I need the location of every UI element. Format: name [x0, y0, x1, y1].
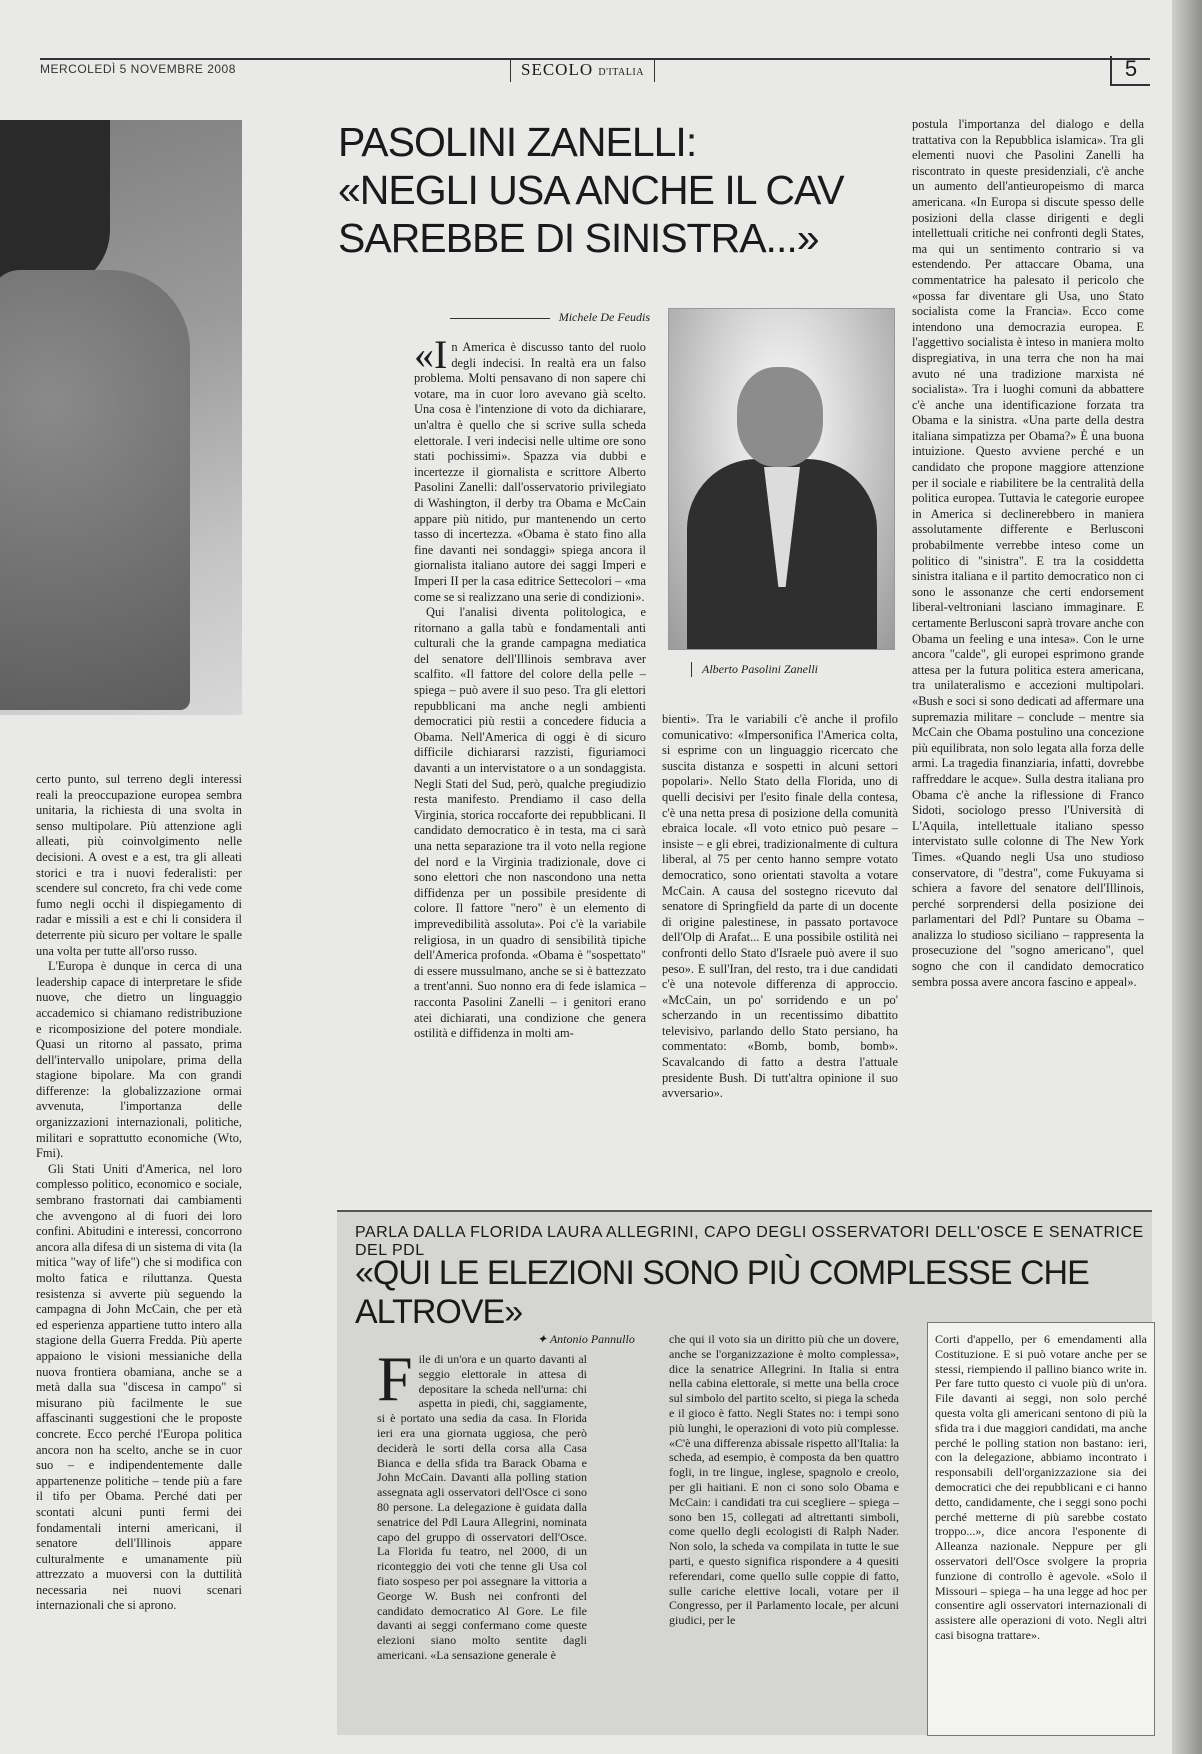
masthead [510, 58, 655, 82]
column-left-para-2: L'Europa è dunque in cerca di una leadership capace di interpretare le sfide nuove, che dietro un linguaggio accademico si chiamano redistribuzione e ricomposizione del potere mondiale. Quasi un ritorno al passato, prima dell'intervallo unipolare, prima della stagione bipolare. Ma con grandi differenze: la globalizzazione ormai avvenuta, l'importanza delle organizzazioni internazionali, politiche, militari e soprattutto economiche (Wto, Fmi). [36, 959, 242, 1161]
page-spine-shadow [1172, 0, 1202, 1754]
article-byline [420, 310, 650, 325]
column-middle-1-text: n America è discusso tanto del ruolo degli indecisi. In realtà era un falso problema. Molti pensavano di non sapere chi votare, ma in cuor loro avevano già scelto. Una cosa è l'intenzione di voto da dichiarare, un'altra è quello che si scrive sulla scheda elettorale. I veri indecisi nelle ultime ore sono stati pochissimi». Spazza via dubbi e incertezze il giornalista e scrittore Alberto Pasolini Zanelli: dall'osservatorio privilegiato di Washington, il derby tra Obama e McCain appare più nitido, pur mantenendo un certo tasso di incertezza. «Obama è stato fino alla fine davanti nei sondaggi» spiega ancora il giornalista italiano autore dei saggi Imperi e Imperi II per la casa editrice Settecolori – «ma come se si realizzano una serie di condizioni». [414, 340, 646, 604]
box-byline-author: Antonio Pannullo [549, 1332, 635, 1346]
box-byline: ✦ Antonio Pannullo [537, 1332, 635, 1346]
article-headline [338, 118, 888, 262]
header-date: MERCOLEDÌ 5 NOVEMBRE 2008 [40, 62, 236, 76]
box-column-2-text: che qui il voto sia un diritto più che un dovere, anche se l'organizzazione è molto complessa», dice la senatrice Allegrini. In Italia si entra nella cabina elettorale, si mette una bella croce sul simbolo del partito scelto, si piega la scheda e il gioco è fatto. Negli States no: i tempi sono più lunghi, le operazioni di voto più complesse. «C'è una differenza abissale rispetto all'Italia: la scheda, ad esempio, è composta da ben quattro fogli, in tre lingue, inglese, spagnolo e creolo, per gli haitiani. E non ci sono solo Obama e McCain: i candidati tra cui scegliere – spiega – sono ben 15, collegati ad altrettanti simboli, come quello degli ecologisti di Ralph Nader. Non solo, la scheda va compilata in tutte le sue parti, e questo significa rispondere a 4 quesiti referendari, come quello sulle coppie di fatto, sulle cariche elettive locali, votare per il Congresso, per il Parlamento locale, per alcuni giudici, per le [669, 1332, 899, 1628]
sidebar-box [337, 1210, 1152, 1735]
masthead-subtitle: D'ITALIA [598, 67, 644, 78]
column-middle-2 [662, 712, 898, 1100]
column-left [36, 772, 242, 1722]
box-column-3 [935, 1332, 1147, 1732]
column-middle-1-para-2: Qui l'analisi diventa politologica, e ritornano a galla tabù e fondamentali anti culturali che la grande campagna mediatica del senatore dell'Illinois sembrava aver scalfito. «Il fattore del colore della pelle – spiega – può avere il suo peso. Tra gli elettori repubblicani ma anche negli ambienti democratici più restii a concedere fiducia a Obama. Nell'America di oggi è di sicuro difficile dichiararsi razzisti, figuriamoci davanti a un intervistatore o a un sondaggista. Negli Stati del Sud, però, qualche pregiudizio resta manifesto. Prendiamo il caso della Virginia, storica roccaforte dei repubblicani. Il candidato democratico è in testa, ma ci sarà una netta separazione tra il voto nella regione del nord e la Virginia tradizionale, dove ci sono elettori che non nascondono una netta diffidenza per un possibile presidente di colore. Il fattore "nero" è un elemento di imprevedibilità assoluta». Poi c'è la variabile religiosa, in un quadro di sensibilità tipiche dell'America profonda. «Obama è "sospettato" di essere mussulmano, anche se si è battezzato a trent'anni. Suo nonno era di fede islamica – racconta Pasolini Zanelli – i genitori erano atei dichiarati, una condizione che genera ostilità e diffidenza in molti am- [414, 605, 646, 1041]
box-column-3-text: Corti d'appello, per 6 emendamenti alla Costituzione. E si può votare anche per se stessi, riempiendo il pallino bianco write in. Per fare tutto questo ci vuole più di un'ora. File davanti ai seggi, non solo perché questa volta gli americani sentono di più la sfida tra i due maggiori candidati, ma anche perché le polling station non bastano: ieri, con la delegazione, abbiamo incontrato i responsabili dell'organizzazione sia dei democratici che dei repubblicani e ci hanno detto, candidamente, che i seggi sono pochi perché metterne di più sarebbe costato troppo...», dice ancora l'esponente di Alleanza nazionale. Neppure per gli osservatori dell'Osce svolgere la propria funzione di controllo è agevole. «Solo il Missouri – spiega – ha una legge ad hoc per consentire agli osservatori internazionali di assistere alle operazioni di voto. Negli altri casi bisogna trattare». [935, 1332, 1147, 1642]
box-headline: «QUI LE ELEZIONI SONO PIÙ COMPLESSE CHE ALTROVE» [355, 1254, 1089, 1331]
box-column-1-text [377, 1352, 587, 1663]
column-middle-1-lead [414, 340, 646, 605]
byline-rule [450, 318, 550, 319]
box-column-2 [669, 1332, 899, 1732]
drop-cap: F [377, 1352, 413, 1414]
page-header [40, 52, 1150, 88]
box-kicker: PARLA DALLA FLORIDA LAURA ALLEGRINI, CAPO DEGLI OSSERVATORI DELL'OSCE E SENATRICE DEL PDL [355, 1224, 1144, 1259]
column-middle-2-text: bienti». Tra le variabili c'è anche il profilo comunicativo: «Impersonifica l'America colta, si esprime con un linguaggio ricercato che suscita distanza e sospetti in alcuni settori popolari». Nello Stato della Florida, uno di quelli decisivi per l'esito finale della contesa, c'è una netta presa di posizione della comunità ebraica locale. «Il voto etnico può pesare – insiste – e gli ebrei, tradizionalmente di cultura liberal, al 75 per cento hanno sempre votato democratico, sono orientati stavolta a votare McCain. A causa del sostegno ricevuto dal senatore di Springfield da parte di un docente di origine palestinese, in passato portavoce dell'Olp di Arafat... E una possibile ostilità nei confronti dello Stato d'Israele può avere il suo peso». E sull'Iran, del resto, tra i due candidati c'è una notevole differenza di approccio. «McCain, un po' sorridendo e un po' scherzando in un recentissimo dibattito televisivo, parlando dello Stato persiano, ha commentato: «Bomb, bomb, bomb». Scavalcando di fatto a destra l'attuale presidente Bush. Di tutt'altra opinione il suo avversario». [662, 712, 898, 1100]
column-left-para-3: Gli Stati Uniti d'America, nel loro complesso politico, economico e sociale, sembrano frastornati dai cambiamenti che avvengono al di fuori dei loro confini. Abitudini e interessi, concorrono ancora alla difesa di un sistema di vita (la mitica "way of life") che si modifica con molto fatica e riluttanza. Questa resistenza si avverte più seguendo la campagna di John McCain, che per età ed esperienza appartiene tutto intero alla stagione della Guerra Fredda. Più aperte appaiono le visioni messianiche della nuova frontiera obamiana, anche se a metà dalla sua "discesa in campo" si misurano più facilmente le sue affascinanti suggestioni che le proposte concrete. Ecco perché l'Europa politica ancora non ha scelto, anche se in cuor suo – e indipendentemente dalle appartenenze politiche – tende più a fare il tifo per Obama. Perché dati per scontati alcuni punti fermi dei fondamentali interni americani, il senatore dell'Illinois appare culturalmente e umanamente più attrezzato a muoversi con la duttilità necessaria nei nuovi scenari internazionali che si aprono. [36, 1161, 242, 1613]
woman-photo [0, 120, 242, 715]
column-left-para-1: certo punto, sul terreno degli interessi reali la preoccupazione europea sembra unitaria, la richiesta di una svolta in senso multipolare. Più attenzione agli alleati, più coinvolgimento nelle decisioni. A ovest e a est, tra gli alleati storici e tra i nuovi federalisti: per scendere sul concreto, fra chi vede come fumo negli occhi il dispiegamento di radar e missili a est e chi li considera il deterrente più sicuro per voltare le spalle una volta per tutte all'orso russo. [36, 772, 242, 958]
column-middle-1 [414, 340, 646, 1100]
portrait-caption: Alberto Pasolini Zanelli [691, 662, 818, 677]
byline-author: Michele De Feudis [558, 310, 650, 324]
photo-dress [0, 270, 190, 710]
headline-line-2: «NEGLI USA ANCHE IL CAV [338, 167, 844, 213]
photo-hair [0, 120, 110, 290]
masthead-title: SECOLO [521, 60, 594, 79]
headline-line-3: SAREBBE DI SINISTRA...» [338, 215, 819, 261]
headline-line-1: PASOLINI ZANELLI: [338, 119, 697, 165]
box-column-1-body: ile di un'ora e un quarto davanti al seggio elettorale in attesa di depositare la scheda nell'urna: chi aspetta in piedi, chi, saggiamente, si è portato una sedia da casa. In Florida ieri era una giornata uggiosa, che però deciderà le sorti della corsa alla Casa Bianca e della sfida tra Barack Obama e John McCain. Davanti alla polling station assegnata agli osservatori dell'Osce ci sono 80 persone. La delegazione è guidata dalla senatrice del Pdl Laura Allegrini, nominata capo del gruppo di osservatori dell'Osce. La Florida fu teatro, nel 2000, di un riconteggio dei voti che tenne gli Usa col fiato sospeso per poi assegnare la vittoria a George W. Bush nei confronti del candidato democratico Al Gore. Le file davanti ai seggi confermano come queste elezioni siano molto sentite dagli americani. «La sensazione generale è [377, 1352, 587, 1662]
column-right [912, 117, 1144, 1097]
drop-quote: «I [414, 340, 448, 377]
portrait-photo [668, 308, 895, 650]
column-right-text: postula l'importanza del dialogo e della trattativa con la Repubblica islamica». Tra gli elementi nuovi che Pasolini Zanelli ha riscontrato in queste presidenziali, c'è anche un aumento dell'antieuropeismo di marca americana. «In Europa si discute spesso delle posizioni della classe dirigenti e degli intellettuali critiche nei confronti degli States, ma qui un sentimento contrario si va estendendo. Per attaccare Obama, una commentatrice ha palesato il pericolo che «possa far diventare gli Usa, uno Stato socialista come la Francia». Ecco come intendono una democrazia europea. E l'aggettivo socialista è inteso in maniera molto dispregiativa, in una terra che non ha mai avuto né una tradizione marxista né socialista». Tra i luoghi comuni da abbattere c'è anche una identificazione forzata tra Obama e la sinistra. «Una parte della destra italiana simpatizza per Obama?» È una buona intuizione. Questo avviene perché e un candidato che propone maggiore attenzione per il sociale e riabilitere be la centralità della politica europea. Tuttavia le categorie europee in America si declinerebbero in maniera assolutamente differente e Berlusconi probabilmente verrebbe inteso come un politico di "sinistra". E tra la cosiddetta sinistra italiana e il partito democratico non ci sono le assonanze che certi endorsement liberal-veltroniani lasciano immaginare. E certamente Berlusconi saprà trovare anche con Obama un feeling e una intesa». Con le urne ancora "calde", gli europei esprimono grande attesa per la futura politica estera americana, tra unilateralismo e accezioni multipolari. «Bush e soci si sono dedicati ad affermare una supremazia militare – conclude – mentre sia McCain che Obama postulino una concezione più equilibrata, non solo legata alla forza delle armi. La tragedia finanziaria, infatti, dovrebbe raffreddare le acque». Sulla destra italiana pro Obama c'è anche la riflessione di Franco Sidoti, sociologo presso l'Università di L'Aquila, intellettuale italiano spesso intervistato sulle colonne di The New York Times. «Quando negli Usa uno studioso conservatore, di "destra", come Fukuyama si schiera a favore del senatore dell'Illinois, perché sorprendersi della posizione dei parlamentari del Pdl? Puntare su Obama – analizza lo studioso siciliano – rappresenta la prosecuzione del "sogno americano", quel sogno che con il candidato democratico sembra possa avere ancora fascino e appeal». [912, 117, 1144, 989]
box-column-1 [377, 1352, 587, 1732]
portrait-face [737, 367, 823, 467]
page-number: 5 [1110, 56, 1150, 86]
